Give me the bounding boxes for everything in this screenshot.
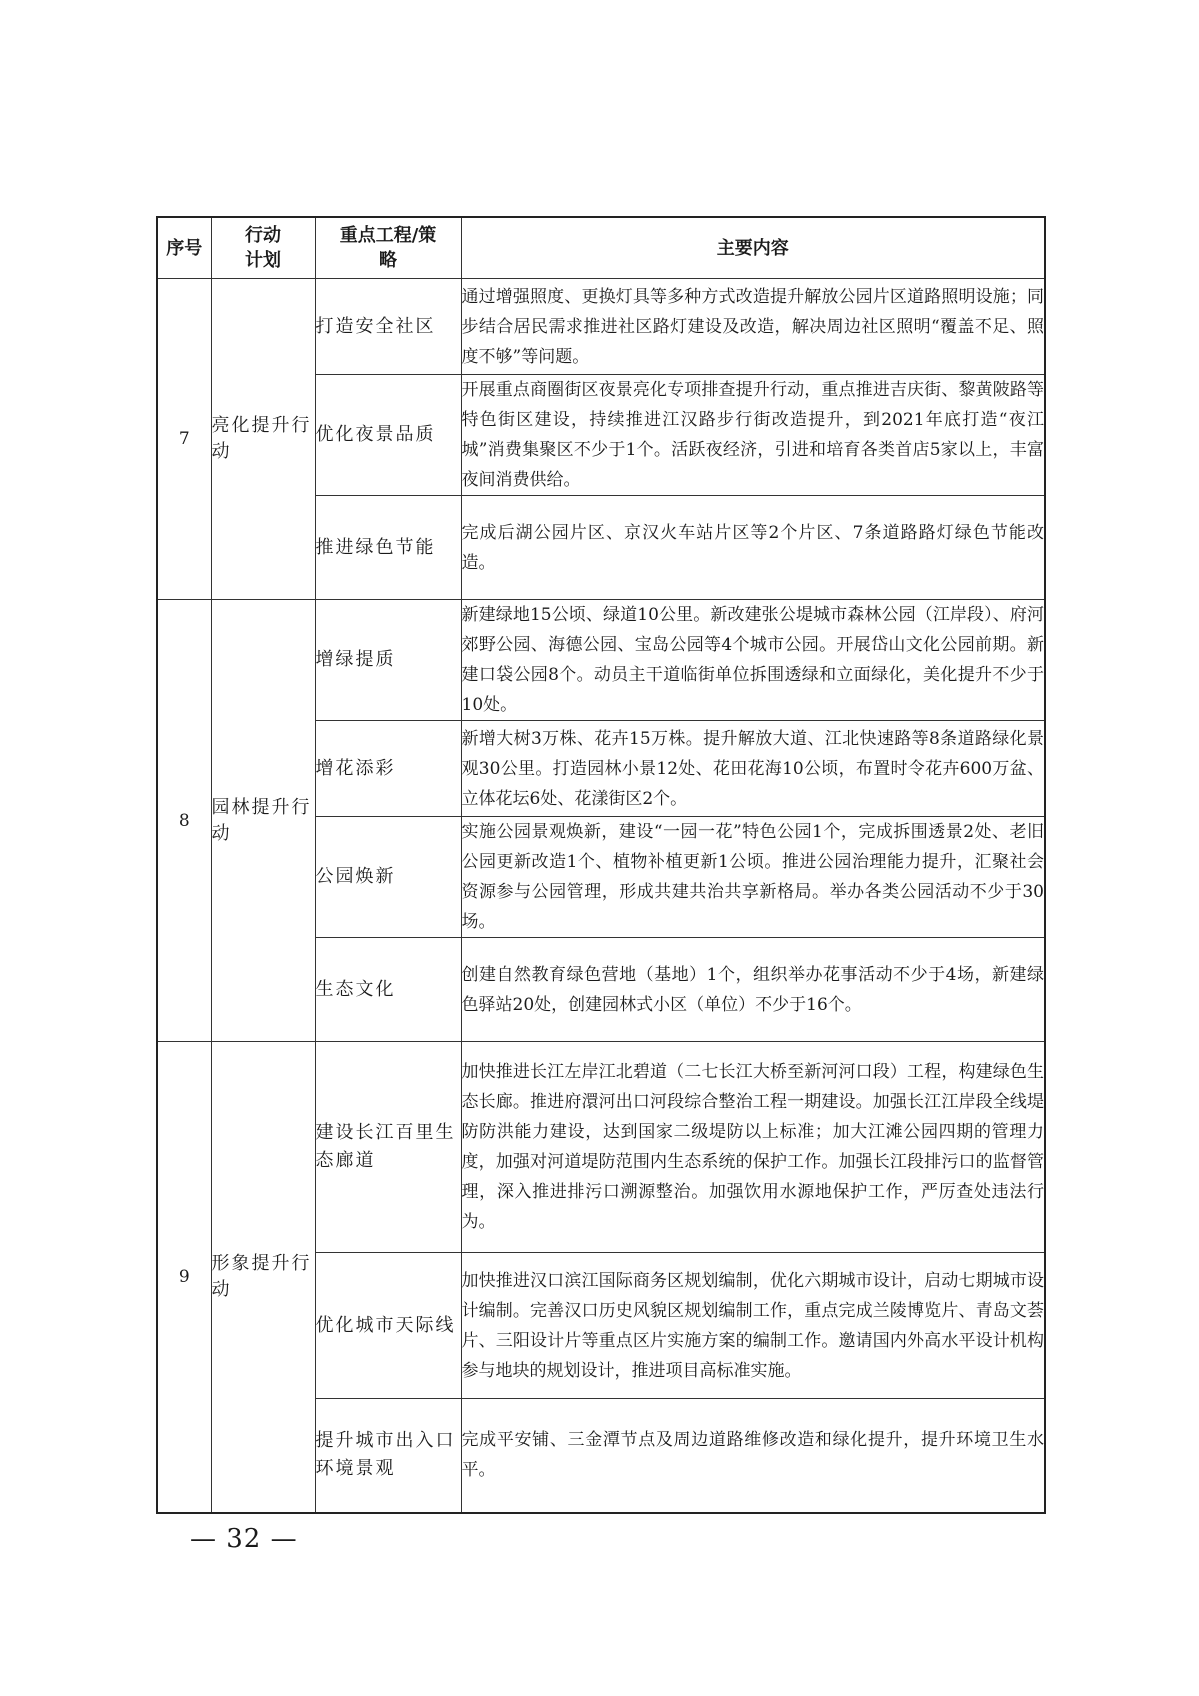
row-seq: 9 [157, 1042, 211, 1513]
header-project: 重点工程/策略 [315, 217, 461, 279]
table-row [157, 600, 1045, 721]
row-project: 增绿提质 [315, 600, 461, 721]
row-action: 形象提升行动 [211, 1042, 315, 1513]
row-seq: 8 [157, 600, 211, 1042]
row-project: 优化夜景品质 [315, 375, 461, 496]
row-action: 园林提升行动 [211, 600, 315, 1042]
table-row [157, 279, 1045, 375]
row-content: 通过增强照度、更换灯具等多种方式改造提升解放公园片区道路照明设施；同步结合居民需求推进社区路灯建设及改造，解决周边社区照明“覆盖不足、照度不够”等问题。 [461, 279, 1045, 375]
row-project: 生态文化 [315, 938, 461, 1042]
row-project: 提升城市出入口环境景观 [315, 1399, 461, 1513]
row-content: 加快推进长江左岸江北碧道（二七长江大桥至新河河口段）工程，构建绿色生态长廊。推进府澴河出口河段综合整治工程一期建设。加强长江江岸段全线堤防防洪能力建设，达到国家二级堤防以上标准；加大江滩公园四期的管理力度，加强对河道堤防范围内生态系统的保护工作。加强长江段排污口的监督管理，深入推进排污口溯源整治。加强饮用水源地保护工作，严厉查处违法行为。 [461, 1042, 1045, 1253]
row-project: 增花添彩 [315, 721, 461, 817]
row-content: 新增大树3万株、花卉15万株。提升解放大道、江北快速路等8条道路绿化景观30公里。打造园林小景12处、花田花海10公顷，布置时令花卉600万盆、立体花坛6处、花漾街区2个。 [461, 721, 1045, 817]
page-number: — 32 — [190, 1524, 298, 1554]
header-content: 主要内容 [461, 217, 1045, 279]
table-header-row [157, 217, 1045, 279]
row-project: 优化城市天际线 [315, 1253, 461, 1399]
row-content: 完成后湖公园片区、京汉火车站片区等2个片区、7条道路路灯绿色节能改造。 [461, 496, 1045, 600]
row-project: 推进绿色节能 [315, 496, 461, 600]
action-plan-table [156, 216, 1046, 1514]
row-project: 打造安全社区 [315, 279, 461, 375]
row-content: 加快推进汉口滨江国际商务区规划编制，优化六期城市设计，启动七期城市设计编制。完善汉口历史风貌区规划编制工作，重点完成兰陵博览片、青岛文荟片、三阳设计片等重点区片实施方案的编制工作。邀请国内外高水平设计机构参与地块的规划设计，推进项目高标准实施。 [461, 1253, 1045, 1399]
header-seq: 序号 [157, 217, 211, 279]
row-project: 建设长江百里生态廊道 [315, 1042, 461, 1253]
row-seq: 7 [157, 279, 211, 600]
row-content: 完成平安铺、三金潭节点及周边道路维修改造和绿化提升，提升环境卫生水平。 [461, 1399, 1045, 1513]
row-content: 开展重点商圈街区夜景亮化专项排查提升行动，重点推进吉庆街、黎黄陂路等特色街区建设，持续推进江汉路步行街改造提升，到2021年底打造“夜江城”消费集聚区不少于1个。活跃夜经济，引进和培育各类首店5家以上，丰富夜间消费供给。 [461, 375, 1045, 496]
row-content: 实施公园景观焕新，建设“一园一花”特色公园1个，完成拆围透景2处、老旧公园更新改造1个、植物补植更新1公顷。推进公园治理能力提升，汇聚社会资源参与公园管理，形成共建共治共享新格局。举办各类公园活动不少于30场。 [461, 817, 1045, 938]
row-action: 亮化提升行动 [211, 279, 315, 600]
table-row [157, 1042, 1045, 1253]
header-action: 行动计划 [211, 217, 315, 279]
row-project: 公园焕新 [315, 817, 461, 938]
row-content: 创建自然教育绿色营地（基地）1个，组织举办花事活动不少于4场，新建绿色驿站20处，创建园林式小区（单位）不少于16个。 [461, 938, 1045, 1042]
row-content: 新建绿地15公顷、绿道10公里。新改建张公堤城市森林公园（江岸段）、府河郊野公园、海德公园、宝岛公园等4个城市公园。开展岱山文化公园前期。新建口袋公园8个。动员主干道临街单位拆围透绿和立面绿化，美化提升不少于10处。 [461, 600, 1045, 721]
